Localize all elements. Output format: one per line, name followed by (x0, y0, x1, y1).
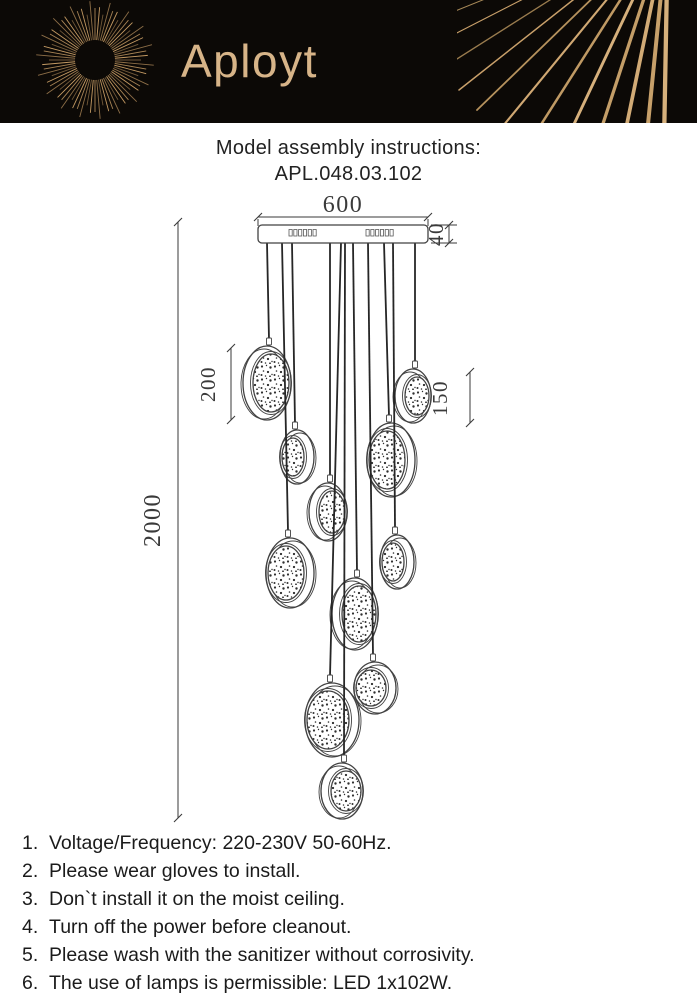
instruction-text: Please wash with the sanitizer without corrosivity. (49, 944, 475, 966)
brand-name: Aployt (181, 35, 318, 87)
dim-width-label: 600 (322, 192, 364, 218)
instruction-text: Don`t install it on the moist ceiling. (49, 888, 345, 910)
instruction-number: 1. (22, 832, 39, 854)
instruction-item (0, 941, 697, 969)
instruction-text: Voltage/Frequency: 220-230V 50-60Hz. (49, 832, 392, 854)
instruction-item (0, 885, 697, 913)
instruction-text: Turn off the power before cleanout. (49, 916, 352, 938)
instruction-number: 2. (22, 860, 39, 882)
model-number: APL.048.03.102 (274, 163, 423, 185)
instruction-item (0, 969, 697, 997)
dim-large-pendant-label: 200 (196, 366, 220, 402)
instruction-number: 4. (22, 916, 39, 938)
dim-small-pendant-label: 150 (428, 380, 452, 416)
instruction-text: The use of lamps is permissible: LED 1x102W. (49, 972, 453, 994)
page-title: Model assembly instructions: (215, 137, 482, 159)
instruction-number: 3. (22, 888, 39, 910)
instruction-item (0, 829, 697, 857)
ceiling-canopy (258, 225, 428, 243)
instruction-number: 6. (22, 972, 39, 994)
dim-total-drop-label: 2000 (140, 493, 166, 547)
instruction-item (0, 913, 697, 941)
instruction-number: 5. (22, 944, 39, 966)
lamp-layer (241, 230, 432, 820)
dim-canopy-height-label: 40 (424, 222, 448, 246)
instructions-list (0, 829, 697, 997)
instruction-item (0, 857, 697, 885)
instruction-text: Please wear gloves to install. (49, 860, 301, 882)
